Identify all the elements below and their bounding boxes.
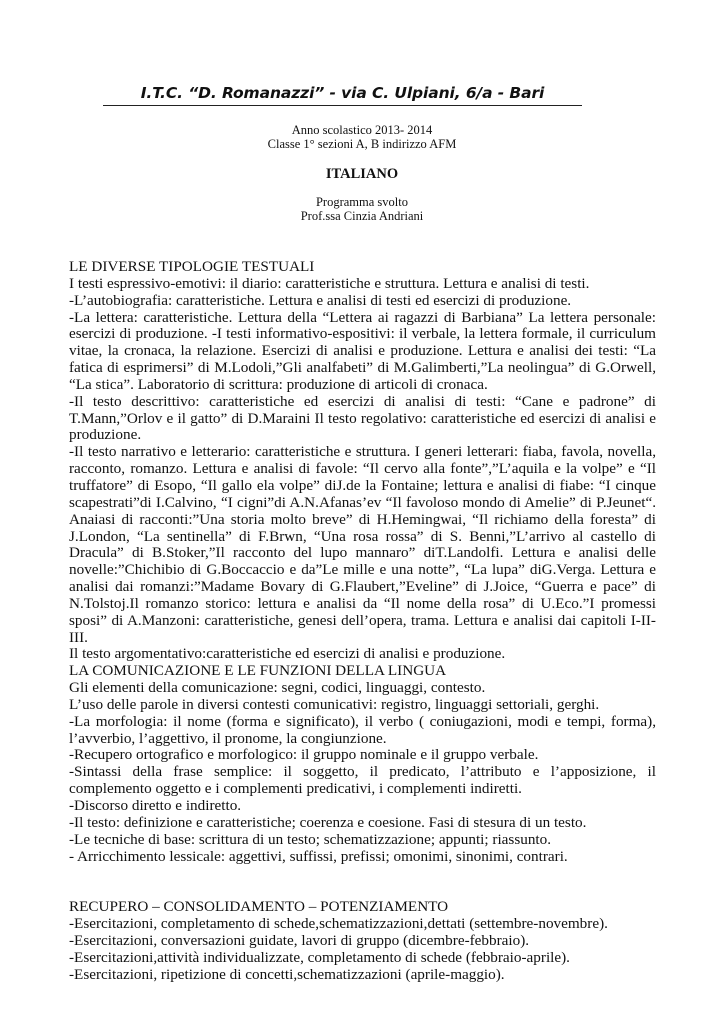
paragraph: Gli elementi della comunicazione: segni, codici, linguaggi, contesto. [69, 679, 486, 697]
teacher-name: Prof.ssa Cinzia Andriani [300, 209, 424, 223]
section-spacer [69, 865, 656, 899]
program-meta [0, 195, 724, 223]
program-label: Programma svolto [315, 195, 408, 209]
paragraph: -Esercitazioni,attività individualizzate, completamento di schede (febbraio-aprile). [69, 948, 570, 966]
class-info: Classe 1° sezioni A, B indirizzo AFM [267, 137, 457, 151]
paragraph: L’uso delle parole in diversi contesti comunicativi: registro, linguaggi settoriali, gerghi. [69, 695, 600, 713]
paragraph: -Le tecniche di base: scrittura di un testo; schematizzazione; appunti; riassunto. [69, 830, 552, 848]
school-year: Anno scolastico 2013- 2014 [291, 123, 433, 137]
paragraph: -La lettera: caratteristiche. Lettura della “Lettera ai ragazzi di Barbiana” La lettera personale: esercizi di produzione. -I testi informativo-espositivi: il verbale, la lettera formale, il curriculum vitae, la cronaca, la relazione. Esercizi di analisi e produzione. Lettura e analisi dei testi: “La fatica di esprimersi” di M.Lodoli,”Gli analfabeti” di M.Galimberti,”La neolingua” di G.Orwell, “La stica”. Laboratorio di scrittura: produzione di articoli di cronaca. [69, 308, 656, 393]
subject-title: ITALIANO [325, 166, 399, 182]
header-rule [103, 105, 582, 106]
paragraph: I testi espressivo-emotivi: il diario: caratteristiche e struttura. Lettura e analisi di testi. [69, 274, 590, 292]
program-body [69, 259, 656, 984]
school-header: I.T.C. “D. Romanazzi” - via C. Ulpiani, 6/a - Bari [140, 84, 545, 102]
course-meta [0, 123, 724, 151]
section-heading-recupero: RECUPERO – CONSOLIDAMENTO – POTENZIAMENTO [69, 898, 449, 916]
paragraph: -Esercitazioni, conversazioni guidate, lavori di gruppo (dicembre-febbraio). [69, 932, 530, 950]
paragraph: -Esercitazioni, completamento di schede,schematizzazioni,dettati (settembre-novembre). [69, 915, 608, 933]
paragraph: -Discorso diretto e indiretto. [69, 797, 242, 814]
paragraph: -Il testo: definizione e caratteristiche; coerenza e coesione. Fasi di stesura di un testo. [69, 813, 587, 831]
paragraph: -Sintassi della frase semplice: il soggetto, il predicato, l’attributo e l’apposizione, il complemento oggetto e i complementi predicativi, i complementi indiretti. [69, 763, 656, 798]
section-heading-comunicazione: LA COMUNICAZIONE E LE FUNZIONI DELLA LINGUA [69, 662, 447, 680]
paragraph: -La morfologia: il nome (forma e significato), il verbo ( coniugazioni, modi e tempi, forma), l’avverbio, l’aggettivo, il pronome, la congiunzione. [69, 712, 656, 747]
paragraph: -L’autobiografia: caratteristiche. Lettura e analisi di testi ed esercizi di produzione. [69, 291, 572, 309]
paragraph: -Esercitazioni, ripetizione di concetti,schematizzazioni (aprile-maggio). [69, 965, 505, 983]
paragraph: -Recupero ortografico e morfologico: il gruppo nominale e il gruppo verbale. [69, 746, 539, 764]
paragraph: - Arricchimento lessicale: aggettivi, suffissi, prefissi; omonimi, sinonimi, contrari. [69, 847, 568, 865]
paragraph: -Il testo narrativo e letterario: caratteristiche e struttura. I generi letterari: fiaba, favola, novella, racconto, romanzo. Lettura e analisi di favole: “Il cervo alla fonte”,”L’aquila e la volpe” e “Il truffatore” di Esopo, “Il gallo ela volpe” diJ.de la Fontaine; lettura e analisi di fiabe: “I cinque scapestrati”di I.Calvino, “I cigni”di A.N.Afanas’ev “Il favoloso mondo di Amelie” di P.Jeunet“. Anaiasi di racconti:”Una storia molto breve” di H.Hemingwai, “Il richiamo della foresta” di J.London, “La sentinella” di F.Brwn, “Una rosa rossa” di S. Benni,”L’arrivo al castello di Dracula” di B.Stoker,”Il racconto del lupo mannaro” diT.Landolfi. Lettura e analisi delle novelle:”Chichibio di G.Boccaccio e da”Le mille e una notte”, “La lupa” diG.Verga. Lettura e analisi dai romanzi:”Madame Bovary di G.Flaubert,”Eveline” di J.Joice, “Guerra e pace” di N.Tolstoj.Il romanzo storico: lettura e analisi da “Il nome della rosa” di U.Eco.”I promessi sposi” di A.Manzoni: caratteristiche, genesi dell’opera, trama. Lettura e analisi dai capitoli I-II-III. [69, 443, 656, 646]
section-heading-tipologie: LE DIVERSE TIPOLOGIE TESTUALI [69, 258, 315, 275]
paragraph: Il testo argomentativo:caratteristiche ed esercizi di analisi e produzione. [69, 645, 506, 663]
paragraph: -Il testo descrittivo: caratteristiche ed esercizi di analisi di testi: “Cane e padrone” di T.Mann,”Orlov e il gatto” di D.Maraini Il testo regolativo: caratteristiche ed esercizi di analisi e produzione. [69, 392, 656, 444]
